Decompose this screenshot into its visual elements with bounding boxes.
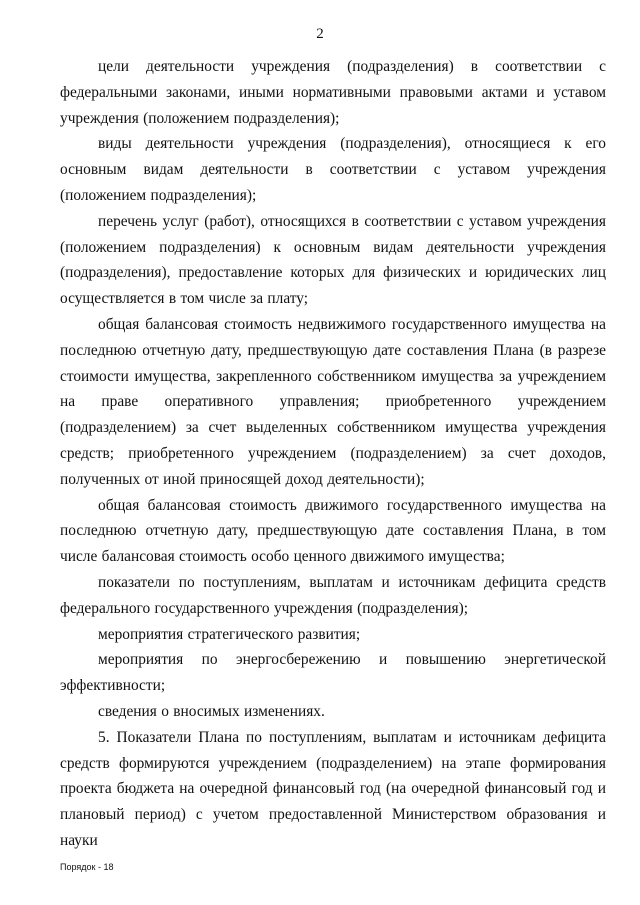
paragraph-activity-types: виды деятельности учреждения (подразделения), относящиеся к его основным видам деятельности в соответствии с уставом учреждения (положением подразделения); [60,135,606,204]
footer-label: Порядок - 18 [60,862,114,872]
paragraph-services-list: перечень услуг (работ), относящихся в соответствии с уставом учреждения (положением подразделения) к основным видам деятельности учреждения (подразделения), предоставление которых для физических и юридических лиц осуществляется в том числе за плату; [60,212,606,308]
paragraph-changes-info: сведения о вносимых изменениях. [98,702,325,720]
document-body [60,54,606,854]
paragraph-strategic-development: мероприятия стратегического развития; [98,625,361,643]
paragraph-section-5: 5. Показатели Плана по поступлениям, выплатам и источникам дефицита средств формируются учреждением (подразделением) на этапе формирования проекта бюджета на очередной финансовый год (на очередной финансовый год и плановый период) с учетом предоставленной Министерством образования и науки [60,728,606,849]
paragraph-real-estate-value: общая балансовая стоимость недвижимого государственного имущества на последнюю отчетную дату, предшествующую дате составления Плана (в разрезе стоимости имущества, закрепленного собственником имущества за учреждением на праве оперативного управления; приобретенного учреждением (подразделением) за счет выделенных собственником имущества учреждения средств; приобретенного учреждением (подразделением) за счет доходов, полученных от иной приносящей доход деятельности); [60,315,606,488]
paragraph-income-indicators: показатели по поступлениям, выплатам и источникам дефицита средств федерального государственного учреждения (подразделения); [60,573,606,617]
paragraph-goals: цели деятельности учреждения (подразделения) в соответствии с федеральными законами, иными нормативными правовыми актами и уставом учреждения (положением подразделения); [60,58,606,127]
paragraph-energy-saving: мероприятия по энергосбережению и повышению энергетической эффективности; [60,651,606,695]
page-number: 2 [316,26,324,42]
paragraph-movable-property-value: общая балансовая стоимость движимого государственного имущества на последнюю отчетную дату, предшествующую дате составления Плана, в том числе балансовая стоимость особо ценного движимого имущества; [60,496,606,566]
